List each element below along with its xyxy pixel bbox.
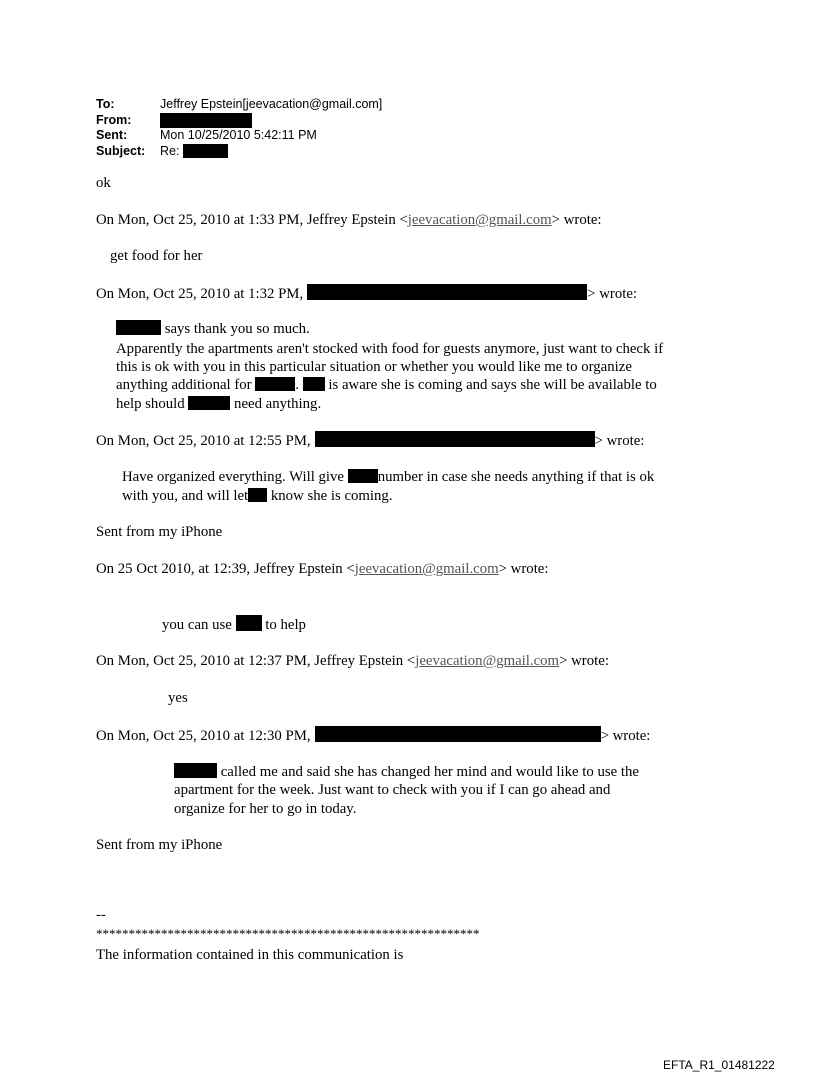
sent-value: Mon 10/25/2010 5:42:11 PM bbox=[160, 128, 317, 142]
email-link[interactable]: jeevacation@gmail.com bbox=[415, 653, 560, 669]
email-link[interactable]: jeevacation@gmail.com bbox=[354, 561, 499, 577]
quote-header-6-suffix: > wrote: bbox=[600, 728, 651, 744]
quote-line-2-1 bbox=[116, 320, 310, 339]
quote-header-1-prefix: On Mon, Oct 25, 2010 at 1:33 PM, Jeffrey Epstein < bbox=[96, 212, 408, 228]
quote-header-5 bbox=[96, 652, 609, 671]
quote-text-5: yes bbox=[168, 690, 188, 706]
name-redaction bbox=[116, 320, 161, 335]
quote-text-1: get food for her bbox=[110, 248, 203, 264]
quote-header-6-prefix: On Mon, Oct 25, 2010 at 12:30 PM, bbox=[96, 728, 311, 744]
quote-line-2-4 bbox=[116, 376, 657, 395]
email-header bbox=[96, 97, 382, 159]
quote-text-4a: you can use bbox=[162, 617, 232, 633]
quote-line-2-5b: need anything. bbox=[234, 396, 322, 412]
quote-line-3-2b: know she is coming. bbox=[270, 488, 393, 504]
quote-header-4-suffix: > wrote: bbox=[498, 561, 549, 577]
name-redaction bbox=[174, 763, 217, 778]
quote-header-3 bbox=[96, 431, 644, 451]
to-label: To: bbox=[96, 97, 115, 111]
quote-line-6-3: organize for her to go in today. bbox=[174, 801, 357, 817]
quote-header-1-suffix: > wrote: bbox=[551, 212, 602, 228]
sender-redaction-2 bbox=[307, 284, 587, 300]
sent-label: Sent: bbox=[96, 128, 128, 142]
quote-line-3-1 bbox=[122, 468, 654, 487]
name-redaction bbox=[248, 488, 267, 502]
quote-line-3-2a: with you, and will let bbox=[122, 488, 249, 504]
reply-text: ok bbox=[96, 175, 111, 191]
quote-line-3-1b: number in case she needs anything if that is ok bbox=[377, 469, 655, 485]
quote-text-4b: to help bbox=[265, 617, 306, 633]
quote-line-6-1 bbox=[174, 763, 639, 782]
quote-header-4-prefix: On 25 Oct 2010, at 12:39, Jeffrey Epstein < bbox=[96, 561, 355, 577]
quote-line-2-4b: . bbox=[295, 377, 300, 393]
subject-redaction bbox=[183, 144, 228, 158]
from-row bbox=[96, 113, 382, 129]
sender-redaction-6 bbox=[315, 726, 601, 742]
sent-from-iphone-2: Sent from my iPhone bbox=[96, 837, 223, 853]
email-link[interactable]: jeevacation@gmail.com bbox=[407, 212, 552, 228]
sent-row bbox=[96, 128, 382, 144]
quote-header-2-prefix: On Mon, Oct 25, 2010 at 1:32 PM, bbox=[96, 286, 304, 302]
name-redaction bbox=[255, 377, 295, 391]
quote-header-5-prefix: On Mon, Oct 25, 2010 at 12:37 PM, Jeffrey Epstein < bbox=[96, 653, 416, 669]
quote-line-2-5 bbox=[116, 395, 321, 414]
quote-line-2-1-text: says thank you so much. bbox=[164, 321, 310, 337]
subject-row bbox=[96, 144, 382, 160]
to-row bbox=[96, 97, 382, 113]
quote-header-2-suffix: > wrote: bbox=[587, 286, 638, 302]
document-id: EFTA_R1_01481222 bbox=[663, 1058, 775, 1072]
name-redaction bbox=[236, 615, 262, 631]
quote-header-3-prefix: On Mon, Oct 25, 2010 at 12:55 PM, bbox=[96, 433, 311, 449]
quote-line-2-2: Apparently the apartments aren't stocked with food for guests anymore, just want to check if bbox=[116, 341, 664, 357]
quote-header-3-suffix: > wrote: bbox=[594, 433, 645, 449]
quote-header-6 bbox=[96, 726, 650, 746]
quote-line-2-5a: help should bbox=[116, 396, 185, 412]
name-redaction bbox=[188, 396, 230, 410]
quote-header-2 bbox=[96, 284, 637, 304]
subject-label: Subject: bbox=[96, 143, 146, 158]
quote-line-3-2 bbox=[122, 487, 393, 506]
quote-line-2-4c: is aware she is coming and says she will be available to bbox=[328, 377, 657, 393]
sent-from-iphone-1: Sent from my iPhone bbox=[96, 524, 223, 540]
name-redaction bbox=[303, 377, 325, 391]
quote-line-2-4a: anything additional for bbox=[116, 377, 252, 393]
from-label: From: bbox=[96, 112, 132, 127]
disclaimer-text: The information contained in this communication is bbox=[96, 947, 404, 963]
quote-header-5-suffix: > wrote: bbox=[559, 653, 609, 669]
quote-line-6-1-text: called me and said she has changed her mind and would like to use the bbox=[220, 764, 640, 780]
signature-stars: *********************************************************** bbox=[96, 926, 480, 941]
name-redaction bbox=[348, 469, 378, 483]
quote-line-2-3: this is ok with you in this particular situation or whether you would like me to organize bbox=[116, 359, 632, 375]
quote-header-4 bbox=[96, 560, 549, 579]
quote-line-6-2: apartment for the week. Just want to check with you if I can go ahead and bbox=[174, 782, 611, 798]
quote-text-4 bbox=[162, 615, 306, 635]
signature-dashes: -- bbox=[96, 907, 106, 923]
subject-value: Re: bbox=[160, 143, 180, 158]
from-redaction bbox=[160, 113, 252, 128]
quote-header-1 bbox=[96, 211, 602, 230]
quote-line-3-1a: Have organized everything. Will give bbox=[122, 469, 344, 485]
sender-redaction-3 bbox=[315, 431, 595, 447]
to-value: Jeffrey Epstein[jeevacation@gmail.com] bbox=[160, 97, 383, 111]
